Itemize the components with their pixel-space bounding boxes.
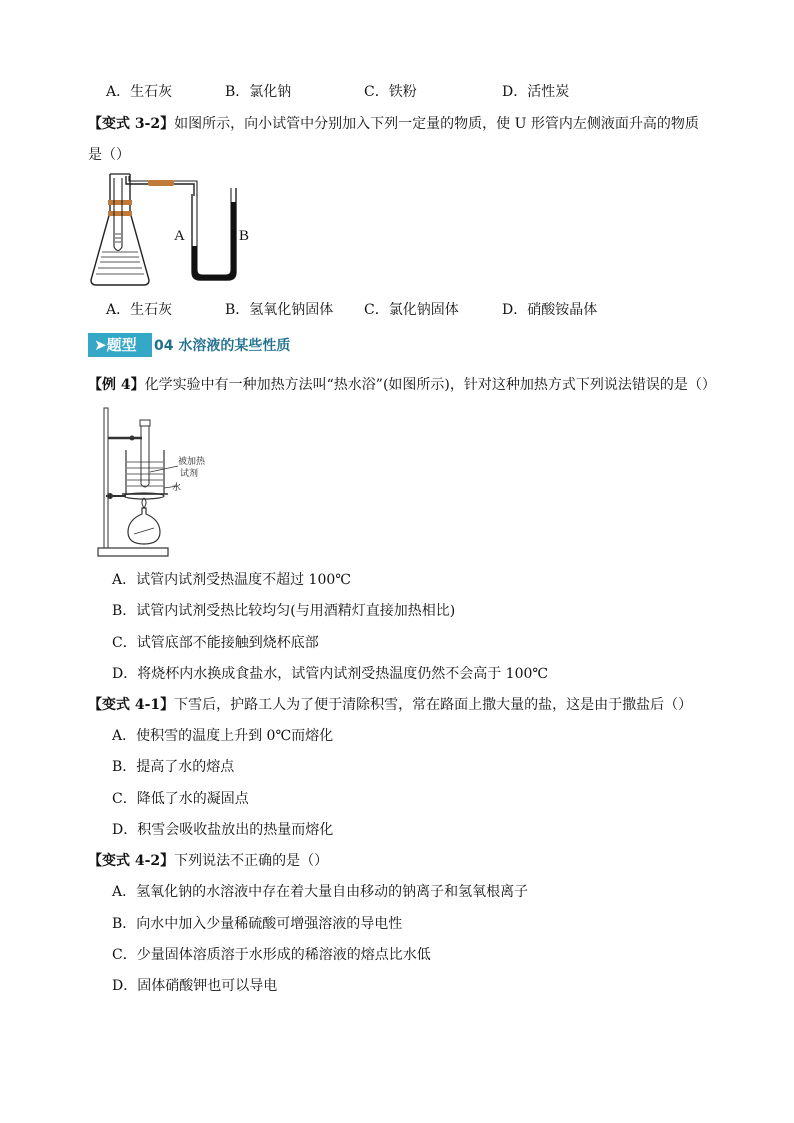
- q32-option-a: A．生石灰: [106, 302, 173, 318]
- q42-stem-text: 下列说法不正确的是（）: [174, 853, 329, 869]
- u-tube-label-b: B: [239, 228, 250, 244]
- q4-option-c: C．试管底部不能接触到烧杯底部: [112, 635, 319, 651]
- q32-stem-line1: 如图所示，向小试管中分别加入下列一定量的物质，使 U 形管内左侧液面升高的物质: [174, 116, 699, 132]
- q32-option-c: C．氯化钠固体: [364, 302, 459, 318]
- u-tube-label-a: A: [174, 228, 185, 244]
- q32-tag: 【变式 3-2】: [88, 116, 175, 132]
- q41-option-a: A．使积雪的温度上升到 0℃而熔化: [112, 728, 334, 744]
- figure-label-reagent1: 被加热: [178, 456, 206, 466]
- q4-stem: [88, 375, 716, 395]
- prev-option-c: C．铁粉: [364, 84, 417, 100]
- q41-stem-text: 下雪后，护路工人为了便于清除积雪，常在路面上撒大量的盐，这是由于撒盐后（）: [174, 697, 693, 713]
- q4-option-a: A．试管内试剂受热温度不超过 100℃: [112, 572, 351, 588]
- u-tube-apparatus-figure: [88, 172, 258, 290]
- q42-option-d: D．固体硝酸钾也可以导电: [112, 978, 278, 994]
- section-badge: ➤题型: [88, 333, 152, 357]
- q32-option-d: D．硝酸铵晶体: [502, 302, 598, 318]
- q41-stem: [88, 695, 692, 715]
- q4-option-b: B．试管内试剂受热比较均匀(与用酒精灯直接加热相比): [112, 603, 456, 619]
- q32-stem-line2: 是（）: [88, 147, 130, 163]
- prev-option-d: D．活性炭: [502, 84, 570, 100]
- figure-label-reagent2: 试剂: [180, 468, 199, 478]
- q4-stem-text: 化学实验中有一种加热方法叫“热水浴”(如图所示)，针对这种加热方式下列说法错误的是（）: [144, 377, 716, 393]
- q32-option-b: B．氢氧化钠固体: [225, 302, 334, 318]
- q42-option-b: B．向水中加入少量稀硫酸可增强溶液的导电性: [112, 916, 403, 932]
- q42-option-a: A．氢氧化钠的水溶液中存在着大量自由移动的钠离子和氢氧根离子: [112, 884, 529, 900]
- q42-option-c: C．少量固体溶质溶于水形成的稀溶液的熔点比水低: [112, 947, 431, 963]
- q41-option-b: B．提高了水的熔点: [112, 759, 235, 775]
- section-title: 04 水溶液的某些性质: [154, 338, 291, 354]
- q41-option-c: C．降低了水的凝固点: [112, 791, 249, 807]
- q32-stem: [88, 114, 699, 134]
- q41-option-d: D．积雪会吸收盐放出的热量而熔化: [112, 822, 334, 838]
- q4-tag: 【例 4】: [88, 377, 145, 393]
- q42-stem: [88, 851, 328, 871]
- prev-option-b: B．氯化钠: [225, 84, 292, 100]
- q4-option-d: D．将烧杯内水换成食盐水，试管内试剂受热温度仍然不会高于 100℃: [112, 666, 549, 682]
- water-bath-apparatus-figure: [96, 402, 246, 562]
- prev-option-a: A．生石灰: [106, 84, 173, 100]
- q41-tag: 【变式 4-1】: [88, 697, 175, 713]
- figure-label-water: 水: [172, 482, 182, 492]
- q42-tag: 【变式 4-2】: [88, 853, 175, 869]
